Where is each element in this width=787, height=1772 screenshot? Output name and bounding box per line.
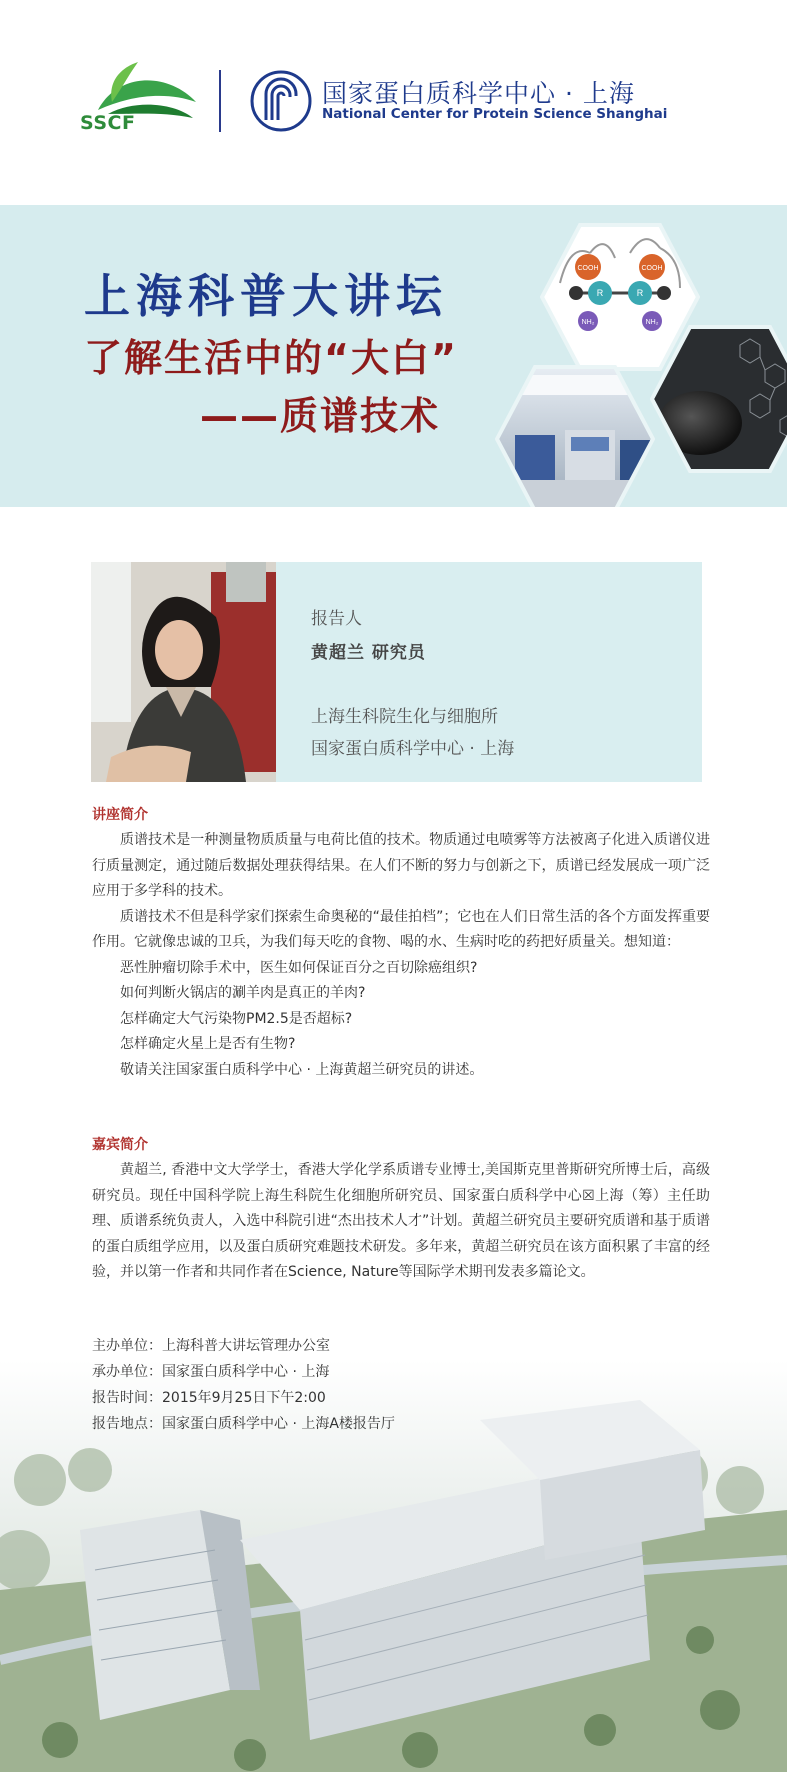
title-banner bbox=[0, 205, 787, 507]
molecule-label: COOH bbox=[641, 265, 663, 272]
molecule-label: R bbox=[596, 288, 604, 298]
lecture-title: 了解生活中的“大白” bbox=[84, 336, 458, 380]
event-venue: 报告地点：国家蛋白质科学中心 · 上海A楼报告厅 bbox=[92, 1416, 395, 1432]
event-time: 报告时间：2015年9月25日下午2:00 bbox=[92, 1390, 326, 1406]
paragraph: 质谱技术不但是科学家们探索生命奥秘的“最佳拍档”；它也在人们日常生活的各个方面发挥重要作用。它就像忠诚的卫兵，为我们每天吃的食物、喝的水、生病时吃的药把好质量关。想知道： bbox=[92, 908, 710, 950]
host-organization: 主办单位：上海科普大讲坛管理办公室 bbox=[92, 1338, 330, 1354]
molecule-label: R bbox=[636, 288, 644, 298]
lecture-series-title: 上海科普大讲坛 bbox=[84, 269, 448, 323]
organizer: 承办单位：国家蛋白质科学中心 · 上海 bbox=[92, 1364, 330, 1380]
speaker-affiliation: 上海生科院生化与细胞所 bbox=[311, 707, 498, 727]
question-item: 怎样确定大气污染物PM2.5是否超标? bbox=[120, 1010, 353, 1027]
question-item: 敬请关注国家蛋白质科学中心 · 上海黄超兰研究员的讲述。 bbox=[120, 1061, 484, 1078]
section-heading: 讲座简介 bbox=[92, 807, 148, 823]
laboratory-hexagon-image bbox=[495, 365, 655, 507]
speaker-photo bbox=[91, 562, 276, 782]
sscf-wordmark: SSCF bbox=[80, 112, 136, 134]
ncps-logo-icon bbox=[250, 70, 312, 132]
molecular-structure-hexagon-image bbox=[650, 325, 787, 473]
molecule-label: NH₂ bbox=[645, 319, 659, 326]
speaker-name: 黄超兰 研究员 bbox=[311, 643, 426, 663]
logo-divider bbox=[219, 70, 221, 132]
paragraph: 质谱技术是一种测量物质质量与电荷比值的技术。物质通过电喷雾等方法被离子化进入质谱仪进行质量测定，通过随后数据处理获得结果。在人们不断的努力与创新之下，质谱已经发展成一项广泛应用于多学科的技术。 bbox=[92, 832, 710, 899]
speaker-label: 报告人 bbox=[311, 609, 362, 629]
header bbox=[0, 0, 787, 205]
speaker-affiliation: 国家蛋白质科学中心 · 上海 bbox=[311, 739, 515, 759]
lecture-intro-section bbox=[92, 804, 710, 1083]
ncps-chinese-name: 国家蛋白质科学中心 · 上海 bbox=[322, 79, 635, 108]
question-item: 恶性肿瘤切除手术中，医生如何保证百分之百切除癌组织? bbox=[120, 959, 478, 976]
section-heading: 嘉宾简介 bbox=[92, 1137, 148, 1153]
lecture-subtitle: ——质谱技术 bbox=[200, 394, 441, 438]
event-info bbox=[92, 1333, 712, 1437]
guest-intro-section bbox=[92, 1134, 710, 1286]
speaker-card bbox=[91, 562, 702, 782]
question-item: 如何判断火锅店的涮羊肉是真正的羊肉? bbox=[120, 985, 366, 1001]
molecule-label: COOH bbox=[577, 265, 599, 272]
ncps-english-name: National Center for Protein Science Shanghai bbox=[322, 106, 668, 122]
molecule-label: NH₂ bbox=[581, 319, 595, 326]
paragraph: 黄超兰, 香港中文大学学士，香港大学化学系质谱专业博士,美国斯克里普斯研究所博士后，高级研究员。现任中国科学院上海生科院生化细胞所研究员、国家蛋白质科学中心☒上海（筹）主任助理、质谱系统负责人，入选中科院引进“杰出技术人才”计划。黄超兰研究员主要研究质谱和基于质谱的蛋白质组学应用，以及蛋白质研究难题技术研发。多年来，黄超兰研究员在该方面积累了丰富的经验，并以第一作者和共同作者在Science, Nature等国际学术期刊发表多篇论文。 bbox=[92, 1162, 710, 1280]
question-item: 怎样确定火星上是否有生物? bbox=[120, 1036, 296, 1052]
